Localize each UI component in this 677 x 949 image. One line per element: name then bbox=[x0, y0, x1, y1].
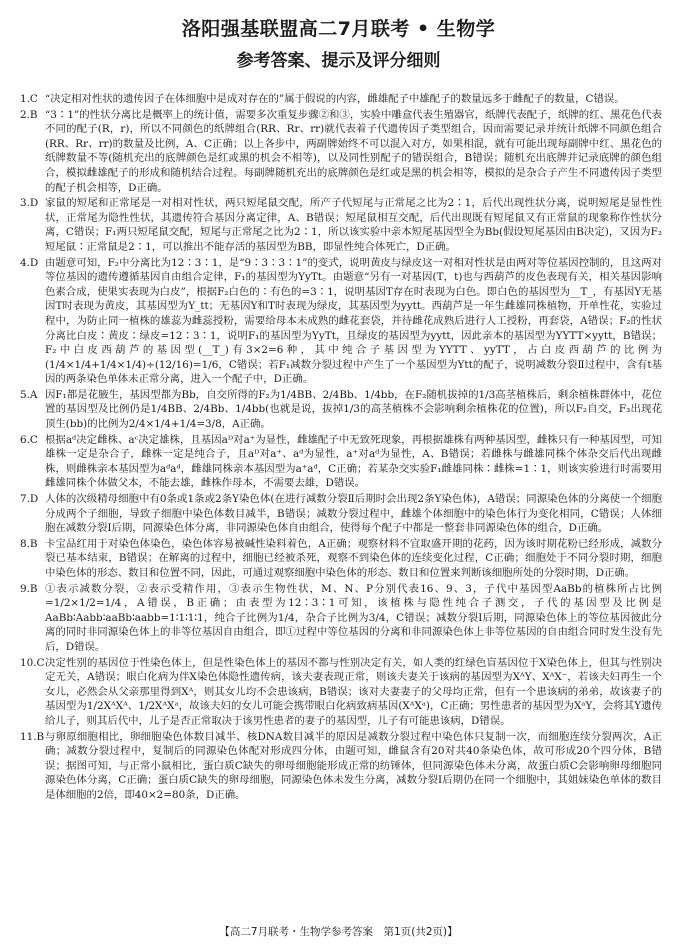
answer-explanation: ①表示减数分裂，②表示受精作用，③表示生物性状，M、N、P分别代表16、9、3，子代中基因型AaBb的植株所占比例=1/2×1/2=1/4，A错误，B正确；由表型为12∶3∶1可知，该植株与隐性纯合子测交，子代的基因型及比例是AaBb∶Aabb∶aaBb∶aabb=1∶1∶1∶1，纯合子比例为1/4，杂合子比例为3/4，C错误；减数分裂Ⅰ后期，同源染色体上的等位基因彼此分离的同时非同源染色体上的非等位基因自由组合，即①过程中等位基因的分离和非同源染色体上非等位基因的自由组合同时发生没有先后，D错误。 bbox=[45, 582, 662, 653]
page-title: 洛阳强基联盟高二7月联考 • 生物学 bbox=[181, 18, 496, 40]
answer-number: 5.A bbox=[20, 388, 38, 401]
answer-number: 6.C bbox=[20, 433, 38, 446]
answer-number: 11.B bbox=[20, 730, 45, 743]
answer-number: 10.C bbox=[20, 656, 45, 669]
answer-explanation: “决定相对性状的遗传因子在体细胞中是成对存在的”属于假说的内容，雌雄配子中雄配子的数量远多于雌配子的数量，C错误。 bbox=[45, 93, 625, 105]
answer-explanation: 根据aᵈ决定雌株、aᶜ决定雄株，且基因aᴰ对a⁺为显性，雌雄配子中无致死现象，再根据雄株有两种基因型，雌株只有一种基因型，可知雄株一定是杂合子，雌株一定是纯合子，且aᴰ对a⁺、aᵈ为显性，a⁺对aᵈ为显性，A、B错误；若雌株与雌雄同株个体杂交后代出现雌株，则雌株亲本基因型为aᵈaᵈ，雌雄同株亲本基因型为a⁺aᵈ，C正确；若某杂交实验F₁雌雄同株∶雌株=1∶1，则该实验进行时需要用雌雄同株个体做父本，不能去雄，雌株作母本，不需要去雄，D错误。 bbox=[45, 433, 662, 490]
answer-item-8 bbox=[20, 537, 662, 581]
answer-item-1 bbox=[20, 92, 662, 107]
answer-explanation: 由题意可知，F₂中分离比为12∶3∶1，是“9∶3∶3∶1”的变式，说明黄皮与绿皮这一对相对性状是由两对等位基因控制的，且这两对等位基因的遗传遵循基因自由组合定律，F₁的基因型为YyTt。由题意“另有一对基因(T，t)也与西葫芦的皮色表现有关，相关基因影响色素合成，使果实表现为白皮”，根据F₂白色的∶有色的=3∶1，说明基因T存在时表现为白色。即白色的基因型为__T_，有基因Y无基因T时表现为黄皮，其基因型为Y_tt；无基因Y和T时表现为绿皮，其基因型为yytt。西葫芦是一年生雌雄同株植物，开单性花，实验过程中，为防止同一植株的雄蕊为雌蕊授粉，需要给母本未成熟的雌花套袋，并待雌花成熟后进行人工授粉，再套袋，A错误；F₂的性状分离比白皮∶黄皮∶绿皮=12∶3∶1，说明F₁的基因型为YyTt，且绿皮的基因型为yytt，因此亲本的基因型为YYTT×yytt，B错误；F₂中白皮西葫芦的基因型(__T_)有3×2=6种，其中纯合子基因型为YYTT、yyTT，占白皮西葫芦的比例为(1/4×1/4+1/4×1/4)÷(12/16)=1/6，C错误；若F₁减数分裂过程中产生了一个基因型为Ytt的配子，说明减数分裂Ⅱ过程中，含有t基因的两条染色单体未正常分离，进入一个配子中，D正确。 bbox=[45, 256, 662, 386]
answer-number: 3.D bbox=[20, 197, 39, 210]
answer-item-3 bbox=[20, 196, 662, 254]
answer-number: 8.B bbox=[20, 537, 38, 550]
answer-item-5 bbox=[20, 388, 662, 432]
answer-number: 1.C bbox=[20, 93, 38, 105]
answer-explanation: 因F₁都是花腋生，基因型都为Bb，自交所得的F₂为1/4BB、2/4Bb、1/4bb，在F₂随机拔掉的1/3高茎植株后，剩余植株群体中，花位置的基因型及比例仍是1/4BB、2/4Bb、1/4bb(也就是说，拔掉1/3的高茎植株不会影响剩余植株花的位置)，所以F₂自交，F₃出现花顶生(bb)的比例为2/4×1/4+1/4=3/8，A正确。 bbox=[45, 388, 662, 431]
answer-item-10 bbox=[20, 656, 662, 729]
answer-number: 9.B bbox=[20, 582, 38, 595]
answer-item-2 bbox=[20, 108, 662, 196]
answer-explanation: 家鼠的短尾和正常尾是一对相对性状，两只短尾鼠交配，所产子代短尾与正常尾之比为2∶1，后代出现性状分离，说明短尾是显性性状，正常尾为隐性性状，其遗传符合基因分离定律，A、B错误；短尾鼠相互交配，后代出现既有短尾鼠又有正常鼠的现象称作性状分离，C错误；F₁两只短尾鼠交配，短尾与正常尾之比为2∶1，所以该实验中亲本短尾基因型全为Bb(假设短尾基因由B决定)，又因为F₂短尾鼠∶正常鼠是2∶1，可以推出不能存活的基因型为BB，即显性纯合体死亡，D正确。 bbox=[45, 197, 662, 253]
answer-item-11 bbox=[20, 730, 662, 803]
answer-explanation: 卡宝品红用于对染色体染色，染色体容易被碱性染料着色，A正确；观察材料不宜取盛开期的花药，因为该时期花粉已经形成，减数分裂已基本结束，B错误；在解离的过程中，细胞已经被杀死，观察不到染色体的连续变化过程，C正确；细胞处于不同分裂时期，细胞中染色体的形态、数目和位置不同，因此，可通过观察细胞中染色体的形态、数目和位置来判断该细胞所处的分裂时期，D正确。 bbox=[45, 537, 662, 579]
answer-explanation: 人体的次级精母细胞中有0条或1条或2条Y染色体(在进行减数分裂Ⅱ后期时会出现2条Y染色体)，A错误；同源染色体的分离使一个细胞分成两个子细胞，导致子细胞中染色体数目减半，B错误；减数分裂过程中，雌雄个体细胞中的染色体行为变化相同，C错误；人体细胞在减数分裂Ⅰ后期，同源染色体分离，非同源染色体自由组合，使得每个配子中都是一整套非同源染色体的组合，D正确。 bbox=[45, 493, 662, 535]
answer-item-9 bbox=[20, 582, 662, 655]
answer-list bbox=[20, 92, 662, 804]
answer-explanation: “3∶1”的性状分离比是概率上的统计值，需要多次重复步骤②和③，实验中雕盒代表生殖器官，纸牌代表配子，纸牌的红、黑花色代表不同的配子(R，r)，所以不同颜色的纸牌组合(RR、Rr、rr)就代表着子代遗传因子类型组合，因而需要记录并统计纸牌不同颜色组合(RR、Rr、rr)的数量及比例，A、C正确；以上各步中，两副牌始终不可以混入对方，如果相混，就有可能出现每副牌中红、黑花色的纸牌数量不等(随机充出的底牌颜色是红或黑的机会不相等)，以及同性别配子的错误组合，B错误；随机充出底牌并记录底牌的颜色组合，模拟雌雄配子的形成和随机结合过程。每副牌随机充出的底牌颜色是红或是黑的机会相等，模拟的是杂合子产生不同遗传因子类型的配子机会相等，D正确。 bbox=[45, 108, 662, 194]
answer-item-7 bbox=[20, 492, 662, 536]
answer-number: 4.D bbox=[20, 256, 39, 269]
page-footer: 【高二7月联考・生物学参考答案 第1页(共2页)】 bbox=[219, 926, 458, 938]
page-subtitle: 参考答案、提示及评分细则 bbox=[236, 51, 441, 71]
answer-explanation: 与卵原细胞相比，卵细胞染色体数目减半、核DNA数目减半的原因是减数分裂过程中染色体只复制一次，而细胞连续分裂两次，A正确；减数分裂过程中，复制后的同源染色体配对形成四分体，由题可知，雌鼠含有20对共40条染色体，故可形成20个四分体，B错误；据图可知，与正常小鼠相比，蛋白质C缺失的卵母细胞能形成正常的纺锤体，但同源染色体未分离，故蛋白质C会影响卵母细胞同源染色体分离，C正确；蛋白质C缺失的卵母细胞，同源染色体未发生分离，减数分裂Ⅰ后期仍在同一个细胞中，其姐妹染色单体的数目是体细胞的2倍，即40×2=80条，D正确。 bbox=[45, 730, 662, 801]
answer-item-6 bbox=[20, 433, 662, 491]
answer-item-4 bbox=[20, 256, 662, 387]
answer-number: 7.D bbox=[20, 493, 39, 506]
answer-explanation: 决定性别的基因位于性染色体上，但是性染色体上的基因不都与性别决定有关，如人类的红绿色盲基因位于X染色体上，但其与性别决定无关，A错误；眼白化病为伴X染色体隐性遗传病，该夫妻表现正常，则该夫妻关于该病的基因型为XᴬY、XᴬX⁻，若该夫妇再生一个女儿，必然会从父亲那里得到Xᴬ，则其女儿均不会患该病，B错误；该对夫妻妻子的父母均正常，但有一个患该病的弟弟，故该妻子的基因型为1/2XᴬXᴬ、1/2XᴬXᵃ，故该夫妇的女儿可能会携带眼白化病致病基因(XᴬXᵃ)，C正确；男性患者的基因型为XᵃY，会将其Y遗传给儿子，则其后代中，儿子是否正常取决于该男性患者的妻子的基因型，儿子有可能患该病，D错误。 bbox=[45, 656, 662, 727]
answer-number: 2.B bbox=[20, 108, 38, 121]
